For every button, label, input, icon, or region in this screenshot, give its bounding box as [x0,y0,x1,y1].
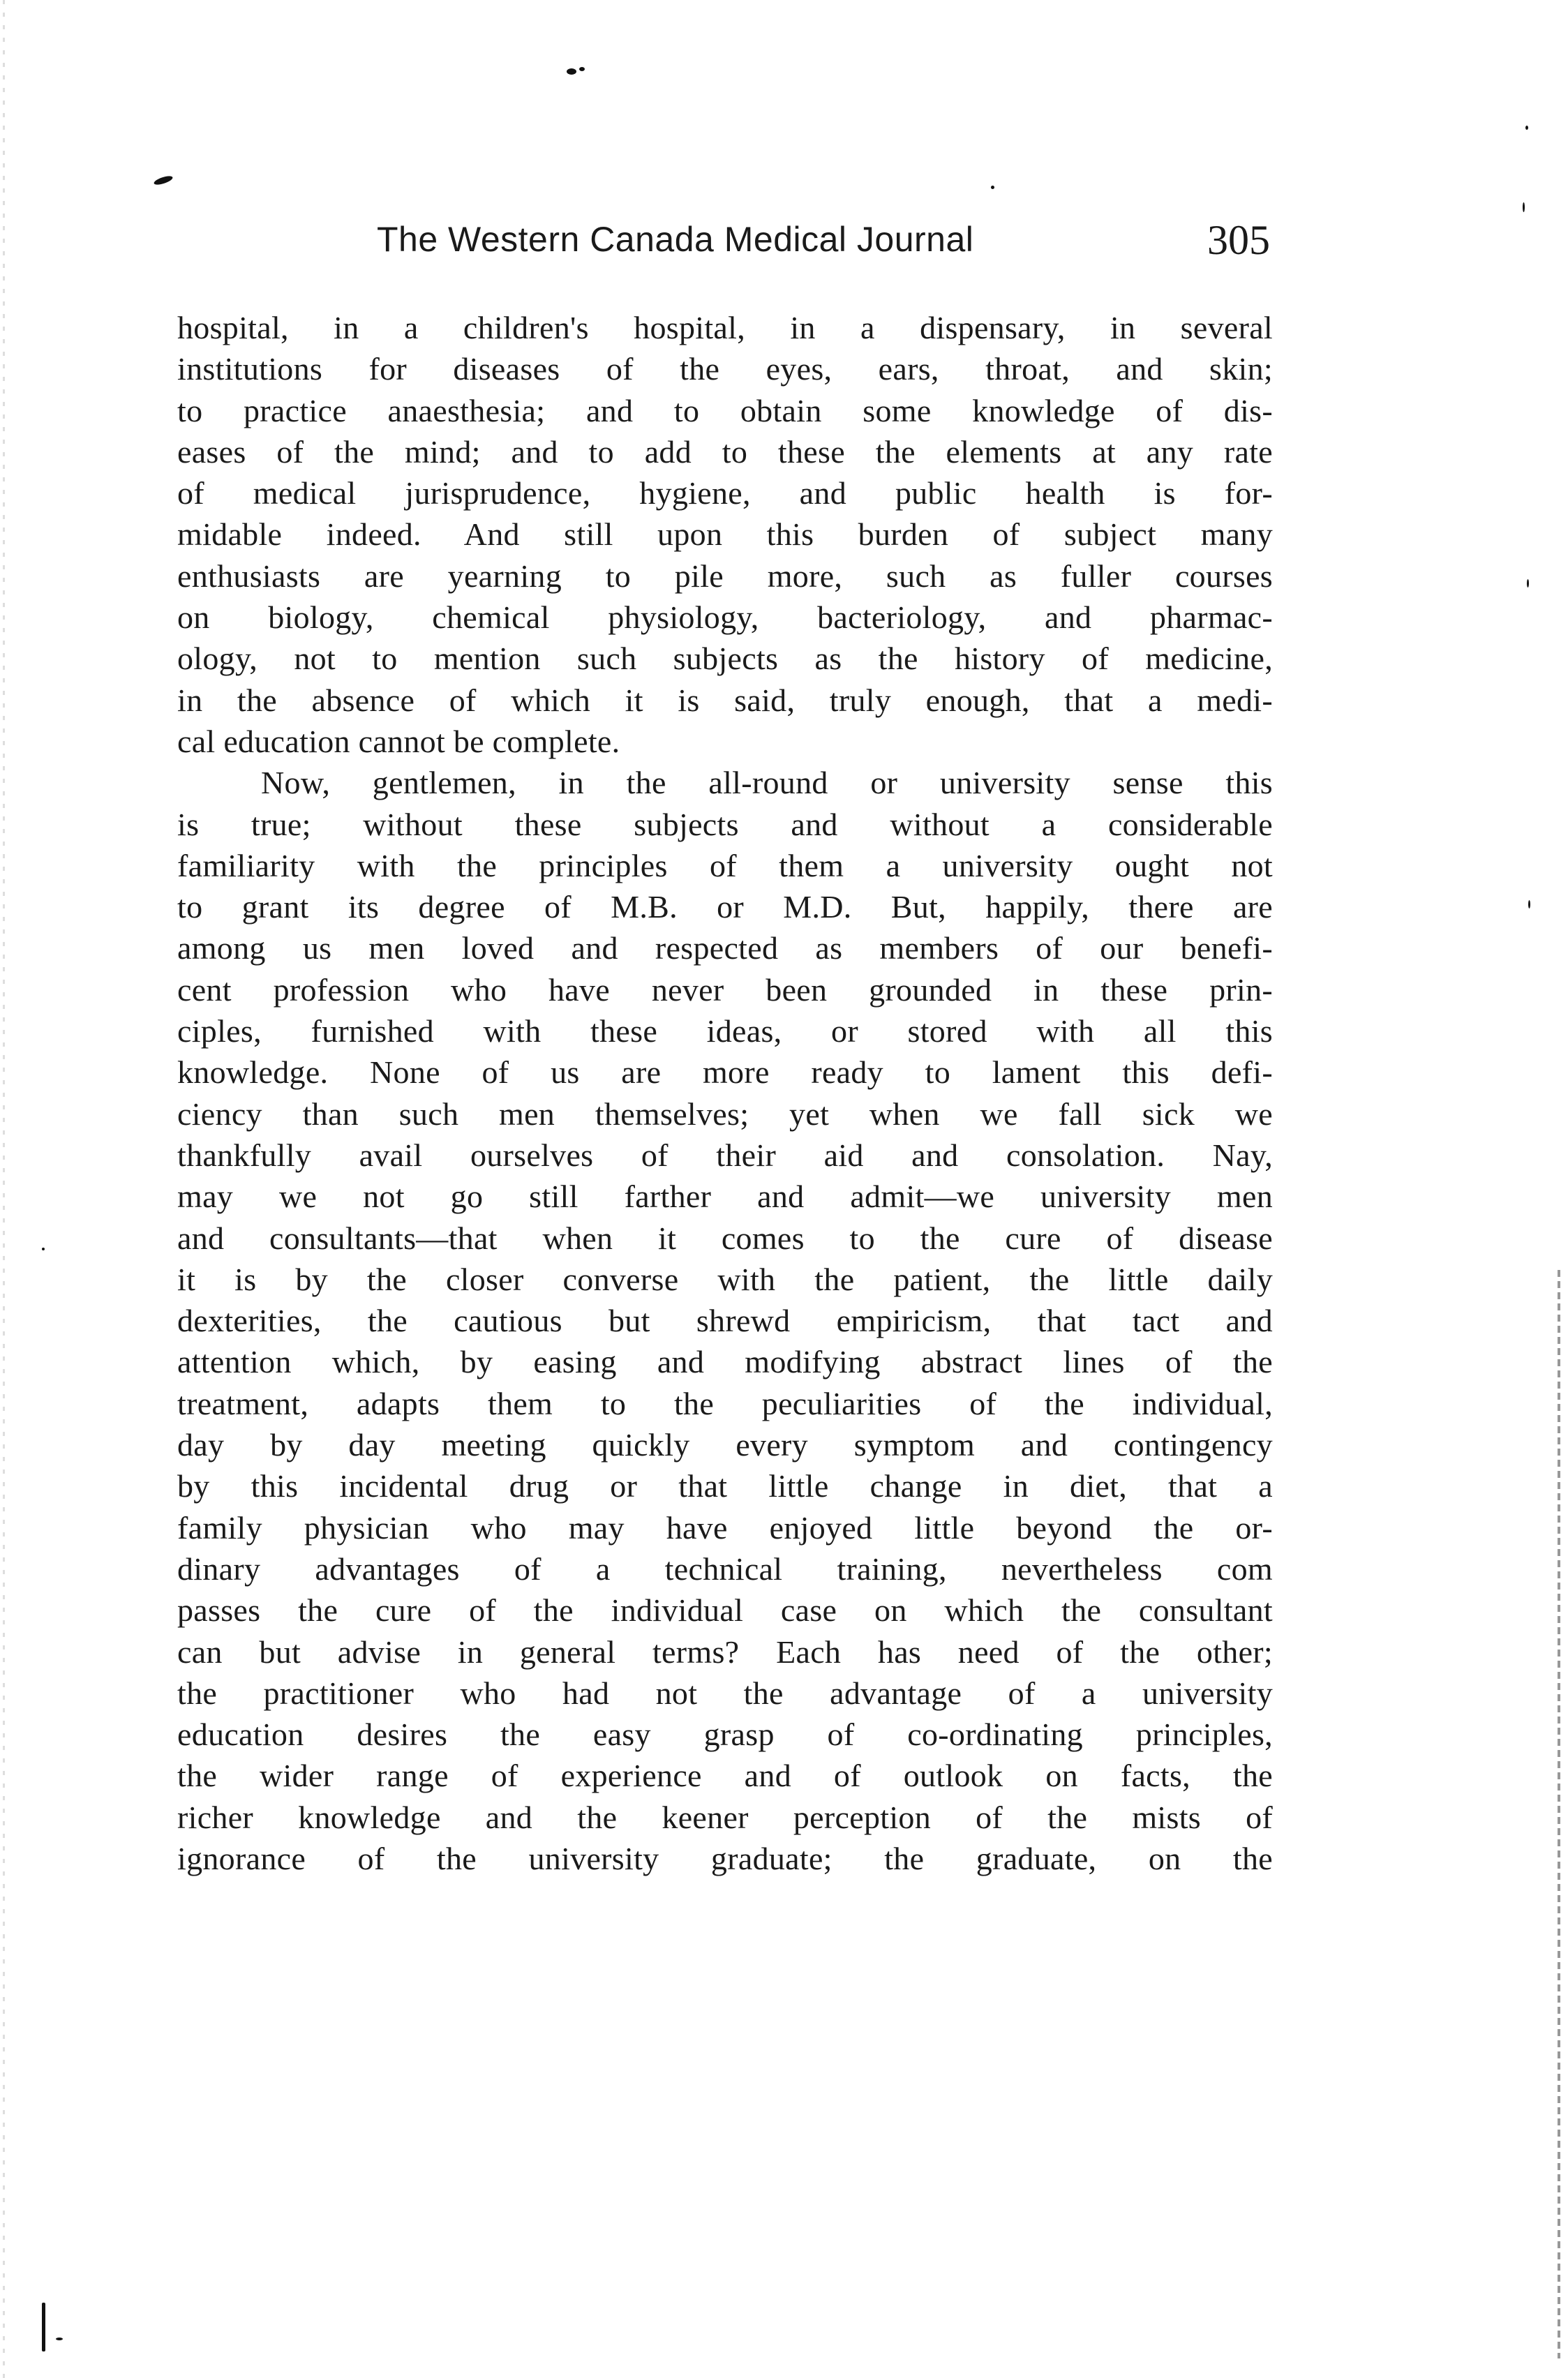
scan-speck [1523,202,1525,212]
text-line: thankfully avail ourselves of their aid and consolation. Nay, [177,1137,1273,1173]
text-line: among us men loved and respected as members of our benefi- [177,930,1273,966]
text-line: attention which, by easing and modifying abstract lines of the [177,1344,1273,1380]
text-line: institutions for diseases of the eyes, ears, throat, and skin; [177,351,1273,387]
text-line: knowledge. None of us are more ready to lament this defi- [177,1054,1273,1091]
scan-speck [579,67,585,71]
scan-right-edge [1558,1270,1560,2358]
text-line: to grant its degree of M.B. or M.D. But, happily, there are [177,889,1273,925]
scan-speck [1528,900,1530,908]
text-line: it is by the closer converse with the patient, the little daily [177,1261,1273,1297]
text-line: ciples, furnished with these ideas, or stored with all this [177,1013,1273,1049]
page-header [377,219,1291,275]
text-line: and consultants—that when it comes to the cure of disease [177,1220,1273,1256]
text-line: Now, gentlemen, in the all-round or university sense this [261,765,1273,801]
text-line: dinary advantages of a technical training, nevertheless com [177,1550,1273,1587]
text-line: to practice anaesthesia; and to obtain some knowledge of dis- [177,392,1273,428]
scan-speck [56,2338,63,2340]
text-line: richer knowledge and the keener perception of the mists of [177,1799,1273,1835]
text-line: day by day meeting quickly every symptom and contingency [177,1427,1273,1463]
text-line: familiarity with the principles of them a university ought not [177,847,1273,883]
text-line: eases of the mind; and to add to these the elements at any rate [177,433,1273,470]
scan-speck [567,68,576,75]
scan-speck [1525,126,1528,130]
text-line: treatment, adapts them to the peculiarities of the individual, [177,1385,1273,1421]
text-line: the practitioner who had not the advantage of a university [177,1675,1273,1711]
text-line: hospital, in a children's hospital, in a dispensary, in several [177,310,1273,345]
page-number: 305 [1207,217,1270,263]
scan-speck [42,2303,45,2351]
text-line: dexterities, the cautious but shrewd empiricism, that tact and [177,1303,1273,1339]
text-line: cent profession who have never been grounded in these prin- [177,971,1273,1008]
text-line: in the absence of which it is said, truly enough, that a medi- [177,682,1273,718]
text-line: ology, not to mention such subjects as the history of medicine, [177,641,1273,677]
text-line: is true; without these subjects and without a considerable [177,806,1273,842]
text-line: cal education cannot be complete. [177,723,620,759]
text-line: the wider range of experience and of outlook on facts, the [177,1758,1273,1794]
text-line: ciency than such men themselves; yet when we fall sick we [177,1095,1273,1132]
scan-left-edge [3,0,5,2378]
text-line: of medical jurisprudence, hygiene, and public health is for- [177,475,1273,511]
text-line: enthusiasts are yearning to pile more, such as fuller courses [177,558,1273,594]
text-line: education desires the easy grasp of co-ordinating principles, [177,1717,1273,1753]
text-line: ignorance of the university graduate; the graduate, on the [177,1840,1273,1876]
text-line: on biology, chemical physiology, bacteriology, and pharmac- [177,599,1273,636]
running-title: The Western Canada Medical Journal [377,220,974,259]
scan-speck [42,1248,45,1250]
text-line: family physician who may have enjoyed little beyond the or- [177,1509,1273,1546]
scan-speck [1527,579,1529,588]
text-line: by this incidental drug or that little change in diet, that a [177,1468,1273,1504]
text-line: may we not go still farther and admit—we university men [177,1179,1273,1215]
text-line: midable indeed. And still upon this burden of subject many [177,516,1273,553]
scan-speck [991,186,994,189]
body-text [177,307,1273,1879]
scan-speck [153,174,173,186]
text-line: can but advise in general terms? Each has need of the other; [177,1633,1273,1670]
text-line: passes the cure of the individual case on which the consultant [177,1592,1273,1629]
